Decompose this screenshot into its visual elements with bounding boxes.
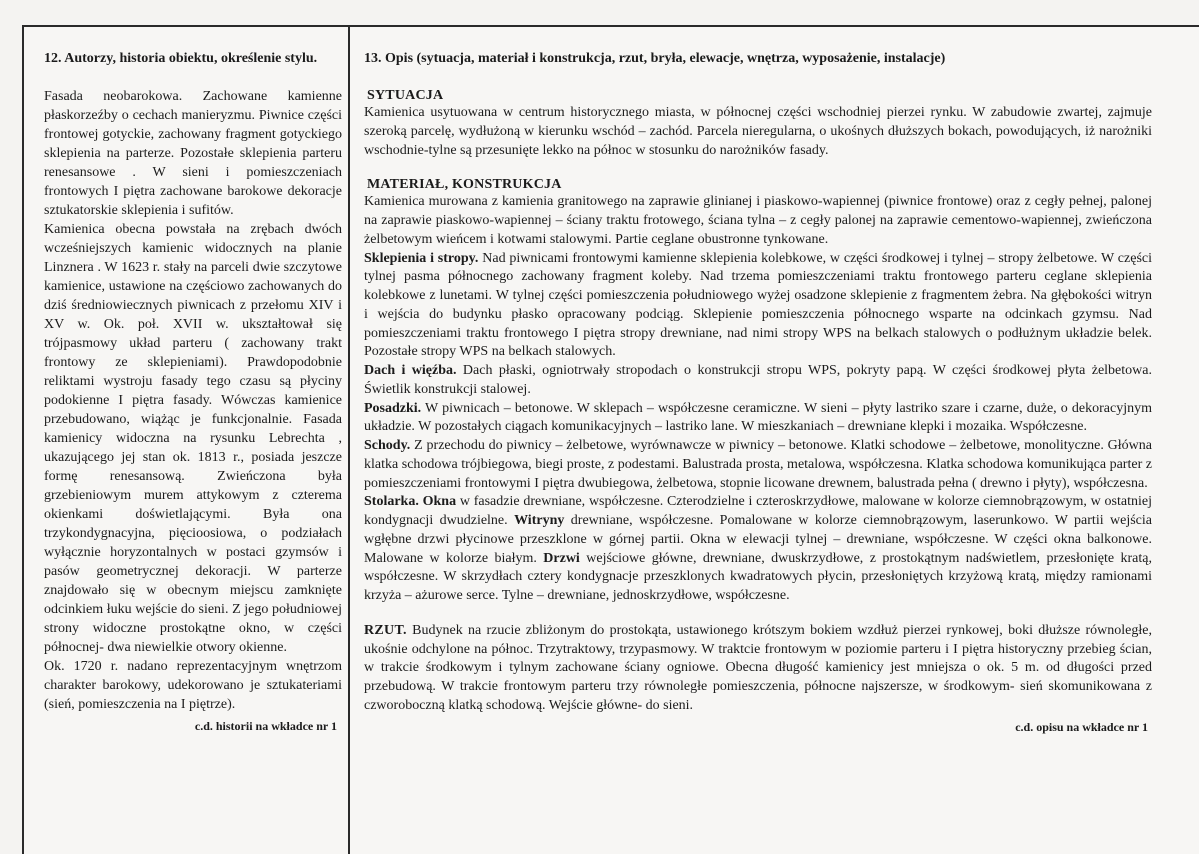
rzut-text: Budynek na rzucie zbliżonym do prostokąta, ustawionego krótszym bokiem wzdłuż pierzei rynkowej, boki dłuższe równoległe, ukośnie odchylone na północ. Trzytraktowy, trzypasmowy. W traktcie frontowym w poziomie parteru i I piętra historyczny przebieg ścian, w trakcie środkowym i tylnym zachowane ściany ogniowe. Obecna długość kamienicy jest mniejsza o ok. 5 m. od długości przed przebudową. W trakcie frontowym parteru trzy równoległe pomieszczenia, północne najszersze, w środkowym- sień skomunikowana z czworoboczną klatką schodową. Wejście główne- do sieni.: [364, 622, 1152, 713]
stolarka-text-3: wejściowe główne, drewniane, dwuskrzydłowe, z prostokątnym nadświetlem, przesłonięte kratą, współczesne. W skrzydłach cztery kondygnacje przeszklonych kwadratowych płycin, przesłoniętych krzyżową kratą, między ramionami krzyża – ażurowe serce. Tylne – drewniane, jednoskrzydłowe, współczesne.: [364, 550, 1153, 603]
dach-paragraph: [364, 362, 1152, 400]
stolarka-paragraph: [364, 493, 1152, 606]
sytuacja-title: SYTUACJA: [367, 88, 444, 103]
history-paragraph: Kamienica obecna powstała na zrębach dwóch wcześniejszych kamienic widocznych na planie Linznera . W 1623 r. stały na parceli dwie szczytowe kamienice, ustawione na częściowo zachowanych do dziś średniowiecznych piwnicach z przełomu XIV i XV w. Ok. poł. XVII w. ukształtował się trójpasmowy układ parteru ( zachowany trakt frontowy ze sklepieniami). Prawdopodobnie reliktami wystroju fasady tego czasu są płyciny podokienne I piętra fasady. Wówczas kamienice przebudowano, wiążąc je funkcjonalnie. Fasada kamienicy widoczna na rysunku Lebrechta , ukazującego jej stan ok. 1813 r., posiada jeszcze formę renesansową. Zwieńczona była grzebieniowym murem attykowym z czterema okienkami doświetlającymi. Była ona trzykondygnacyjna, pięcioosiowa, o podziałach wyłącznie horyzontalnych w postaci gzymsów i pasów geometrycznej dekoracji. W parterze znajdowało się w obecnym miejscu zamknięte odcinkiem łuku wejście do sieni. Z jego południowej strony widoczne prostokątne okno, w części północnej- dwa niewielkie otwory okienne.: [44, 222, 342, 655]
history-heading: 12. Autorzy, historia obiektu, określenie stylu.: [44, 51, 318, 66]
schody-paragraph: [364, 437, 1152, 493]
description-continuation-note: c.d. opisu na wkładce nr 1: [1015, 719, 1148, 734]
rzut-paragraph: [364, 622, 1152, 716]
posadzki-label: Posadzki.: [364, 400, 422, 416]
material-title: MATERIAŁ, KONSTRUKCJA: [367, 177, 562, 193]
history-column: [44, 51, 342, 734]
description-heading: 13. Opis (sytuacja, materiał i konstrukcja, rzut, bryła, elewacje, wnętrza, wyposażenie, instalacje): [364, 51, 946, 66]
history-text: [44, 87, 342, 714]
stolarka-label: Stolarka. Okna: [364, 494, 457, 510]
dach-text: Dach płaski, ogniotrwały stropodach o konstrukcji stropu WPS, pokryty papą. W części środkowej płyta żelbetowa. Świetlik konstrukcji stalowej.: [364, 363, 1152, 397]
witryny-label: Witryny: [514, 513, 565, 528]
history-paragraph: Fasada neobarokowa. Zachowane kamienne płaskorzeźby o cechach manieryzmu. Piwnice części frontowej gotyckie, zachowany fragment gotyckiego sklepienia na parterze. Pozostałe sklepienia parteru renesansowe . W sieni i pomieszczeniach frontowych I piętra zachowane barokowe dekoracje sztukatorskie sklepienia i sufitów.: [44, 89, 342, 218]
posadzki-paragraph: [364, 400, 1152, 438]
dach-label: Dach i więźba.: [364, 363, 457, 378]
stolarka-text-2: drewniane, współczesne. Pomalowane w kolorze ciemnobrązowym, laserunkowo. W partii wejścia wgłębne drzwi płycinowe przeszklone w górnej partii. Okna w elewacji tylnej – drewniane, współczesne. W części okna balkonowe. Malowane w kolorze białym.: [364, 513, 1152, 566]
material-intro: Kamienica murowana z kamienia granitowego na zaprawie glinianej i piaskowo-wapiennej (piwnice frontowe) oraz z cegły pełnej, palonej na zaprawie piaskowo-wapiennej – ściany traktu frotowego, ściana tylna – z cegły palonej na zaprawie cementowo-wapiennej, zwieńczona żelbetowym wieńcem i kotwami stalowymi. Partie ceglane obustronne tynkowane.: [364, 194, 1152, 247]
history-paragraph: Ok. 1720 r. nadano reprezentacyjnym wnętrzom charakter barokowy, udekorowano je sztukateriami (sień, pomieszczenia na I piętrze).: [44, 659, 342, 712]
column-divider: [348, 27, 350, 854]
description-column: [364, 51, 1152, 735]
history-continuation-note: c.d. historii na wkładce nr 1: [194, 719, 337, 733]
sklepienia-paragraph: [364, 250, 1152, 363]
sklepienia-text: Nad piwnicami frontowymi kamienne sklepienia kolebkowe, w części środkowej i tylnej – stropy żelbetowe. W części tylnej pasma północnego zachowany fragment koleby. Nad trzema pomieszczeniami traktu frontowego parteru ceglane sklepienia kolebkowe z lunetami. W tylnej części pomieszczenia południowego wyżej osadzone sklepienie z fragmentem żebra. Na głębokości witryn i wejścia do budynku płasko opracowany podciąg. Sklepienie pomieszczenia północnego wsparte na odcinkach gzymsu. Nad pomieszczeniami traktu frontowego I piętra stropy drewniane, nad nimi stropy WPS na belkach stalowych o podłużnym układzie belek. Pozostałe stropy WPS na belkach stalowych.: [364, 250, 1153, 360]
section-material: [364, 177, 1152, 606]
sklepienia-label: Sklepienia i stropy.: [364, 250, 479, 266]
schody-text: Z przechodu do piwnicy – żelbetowe, wyrównawcze w piwnicy – betonowe. Klatki schodowe – żelbetowe, monolityczne. Główna klatka schodowa trójbiegowa, biegi proste, z podestami. Balustrada prosta, metalowa, współczesna. Klatka schodowa komunikująca parter z pomieszczeniami frontowymi I piętra dwubiegowa, żelbetowa, stopnie licowane drewnem, balustrada pełna ( drewno i płyty), współczesna.: [364, 438, 1152, 491]
section-sytuacja: [364, 88, 1152, 160]
sytuacja-text: Kamienica usytuowana w centrum historycznego miasta, w północnej części wschodniej pierzei rynku. W zabudowie zwartej, zajmuje szeroką parcelę, wydłużoną w kierunku wschód – zachód. Parcela nieregularna, o ukośnych dłuższych bokach, powodujących, iż narożniki wschodnie-tylne są przesunięte lekko na północ w stosunku do narożników fasady.: [364, 105, 1152, 158]
section-rzut: [364, 622, 1152, 716]
rzut-title: RZUT.: [364, 622, 407, 638]
posadzki-text: W piwnicach – betonowe. W sklepach – współczesne ceramiczne. W sieni – płyty lastriko szare i czarne, duże, o dekoracyjnym układzie. W pozostałych ciągach komunikacyjnych – lastriko lane. W mieszkaniach – drewniane klepki i mozaika. Współczesne.: [364, 400, 1152, 435]
drzwi-label: Drzwi: [543, 550, 580, 566]
stolarka-text-1: w fasadzie drewniane, współczesne. Czterodzielne i czteroskrzydłowe, malowane w kolorze ciemnobrązowym, w ostatniej kondygnacji dwudzielne.: [364, 494, 1152, 528]
schody-label: Schody.: [364, 438, 411, 453]
